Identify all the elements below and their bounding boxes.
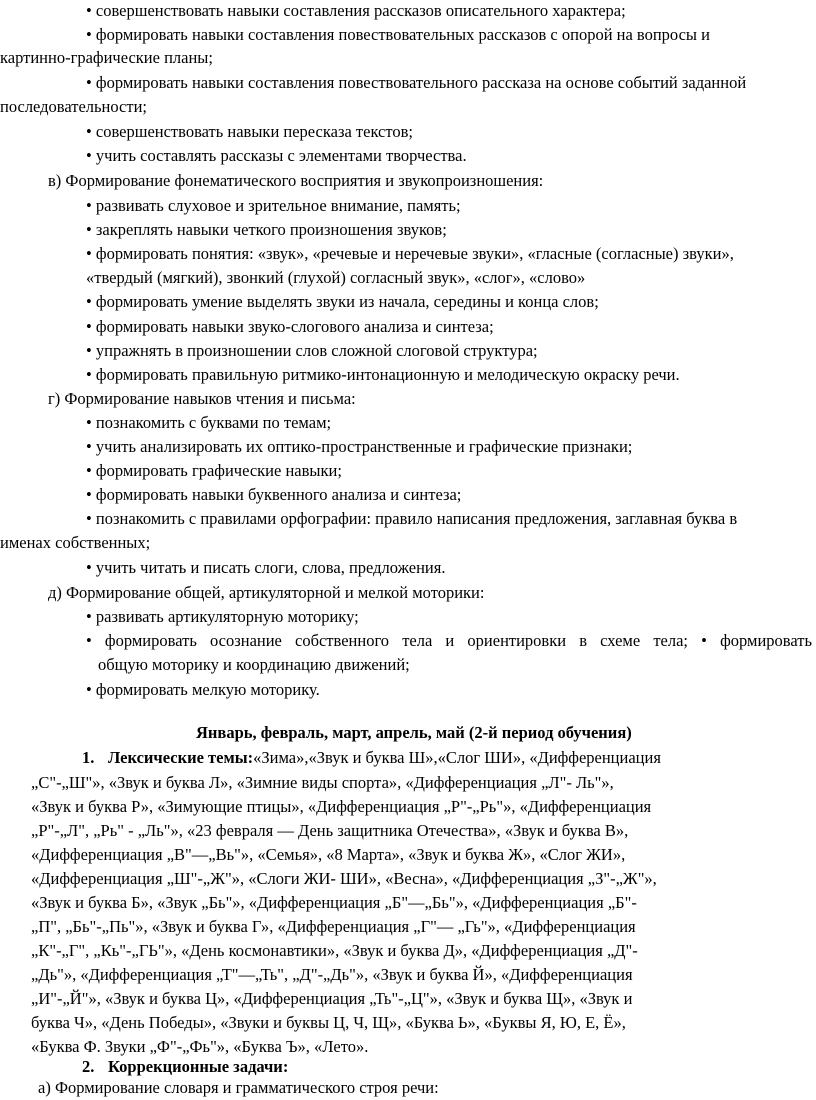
list-item: • учить читать и писать слоги, слова, предложения. xyxy=(86,558,446,577)
paragraph-line: „К"-„Г", „Кь"-„ГЬ"», «День космонавтики», «Звук и буква Д», «Дифференциация „Д"- xyxy=(31,941,638,960)
list-item: • учить анализировать их оптико-пространственные и графические признаки; xyxy=(86,437,633,456)
list-item: • развивать артикуляторную моторику; xyxy=(86,607,359,626)
paragraph-line: „С"-„Ш"», «Звук и буква Л», «Зимние виды спорта», «Дифференциация „Л"- Ль"», xyxy=(31,773,614,792)
list-item: • формировать умение выделять звуки из начала, середины и конца слов; xyxy=(86,292,599,311)
list-item: • совершенствовать навыки пересказа текстов; xyxy=(86,122,413,141)
paragraph-line: буква Ч», «День Победы», «Звуки и буквы Ц, Ч, Щ», «Буква Ь», «Буквы Я, Ю, Е, Ё», xyxy=(31,1013,626,1032)
paragraph-line: „И"-„Й"», «Звук и буква Ц», «Дифференциация „Ть"-„Ц"», «Звук и буква Щ», «Звук и xyxy=(31,989,633,1008)
paragraph-number: 2. xyxy=(82,1057,95,1076)
list-item: • совершенствовать навыки составления рассказов описательного характера; xyxy=(86,1,626,20)
list-item: • формировать навыки составления повествовательных рассказов с опорой на вопросы и xyxy=(86,25,710,44)
list-item: • формировать понятия: «звук», «речевые и неречевые звуки», «гласные (согласные) звуки», xyxy=(86,244,734,263)
paragraph-label: Коррекционные задачи: xyxy=(108,1057,289,1076)
paragraph-line: «Звук и буква Б», «Звук „Бь"», «Дифференциация „Б"—„Бь"», «Дифференциация „Б"- xyxy=(31,893,637,912)
paragraph-line: «Дифференциация „В"—„Вь"», «Семья», «8 Марта», «Звук и буква Ж», «Слог ЖИ», xyxy=(31,845,626,864)
list-item-continuation: «твердый (мягкий), звонкий (глухой) согласный звук», «слог», «слово» xyxy=(86,268,586,287)
list-item: • познакомить с буквами по темам; xyxy=(86,413,332,432)
list-item: • формировать навыки звуко-слогового анализа и синтеза; xyxy=(86,317,494,336)
list-item: • формировать навыки составления повествовательного рассказа на основе событий заданной xyxy=(86,73,747,92)
numbered-paragraph xyxy=(82,1056,288,1079)
list-item: • упражнять в произношении слов сложной слоговой структура; xyxy=(86,341,538,360)
paragraph-number: 1. xyxy=(82,748,95,767)
list-item: • формировать графические навыки; xyxy=(86,461,342,480)
paragraph-line: „П", „Бь"-„Пь"», «Звук и буква Г», «Дифференциация „Г"— „Гь"», «Дифференциация xyxy=(31,917,636,936)
list-item-continuation: картинно-графические планы; xyxy=(0,48,213,67)
section-heading-v: в) Формирование фонематического восприятия и звукопроизношения: xyxy=(48,171,544,190)
list-item: • формировать правильную ритмико-интонационную и мелодическую окраску речи. xyxy=(86,365,680,384)
numbered-paragraph xyxy=(82,747,661,770)
list-item: • формировать навыки буквенного анализа и синтеза; xyxy=(86,485,462,504)
paragraph-label: Лексические темы: xyxy=(108,748,254,767)
paragraph-line: «Дифференциация „Ш"-„Ж"», «Слоги ЖИ- ШИ», «Весна», «Дифференциация „З"-„Ж"», xyxy=(31,869,657,888)
list-item: • развивать слуховое и зрительное внимание, память; xyxy=(86,196,461,215)
list-item: • учить составлять рассказы с элементами творчества. xyxy=(86,146,467,165)
section-heading-a: а) Формирование словаря и грамматического строя речи: xyxy=(38,1078,439,1097)
list-item: • формировать мелкую моторику. xyxy=(86,680,320,699)
section-heading-g: г) Формирование навыков чтения и письма: xyxy=(48,389,356,408)
section-heading-d: д) Формирование общей, артикуляторной и мелкой моторики: xyxy=(48,583,485,602)
paragraph-line: „Дь"», «Дифференциация „Т"—„Ть", „Д"-„Дь"», «Звук и буква Й», «Дифференциация xyxy=(31,965,633,984)
list-item-continuation: последовательности; xyxy=(0,97,148,116)
list-item: • формировать осознание собственного тела и ориентировки в схеме тела; • формировать xyxy=(86,631,812,650)
paragraph-line: „Р"-„Л", „Рь" - „Ль"», «23 февраля — День защитника Отечества», «Звук и буква В», xyxy=(31,821,629,840)
list-item-continuation: именах собственных; xyxy=(0,533,151,552)
list-item-continuation: общую моторику и координацию движений; xyxy=(98,655,410,674)
list-item: • познакомить с правилами орфографии: правило написания предложения, заглавная буква в xyxy=(86,509,738,528)
period-title: Январь, февраль, март, апрель, май (2-й период обучения) xyxy=(196,723,632,742)
paragraph-line: «Буква Ф. Звуки „Ф"-„Фь"», «Буква Ъ», «Лето». xyxy=(31,1037,369,1056)
paragraph-line: «Звук и буква Р», «Зимующие птицы», «Дифференциация „Р"-„Рь"», «Дифференциация xyxy=(31,797,652,816)
paragraph-text: «Зима»,«Звук и буква Ш»,«Слог ШИ», «Дифференциация xyxy=(253,748,661,767)
list-item: • закреплять навыки четкого произношения звуков; xyxy=(86,220,447,239)
